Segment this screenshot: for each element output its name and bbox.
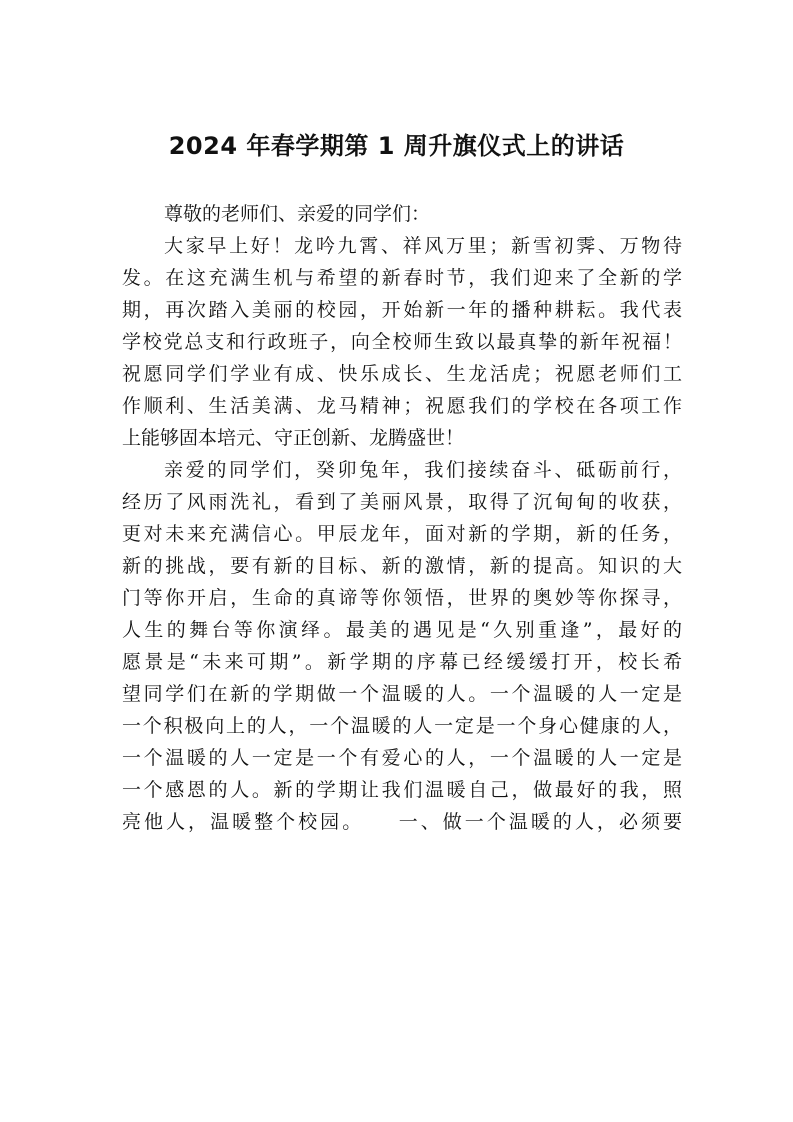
- document-title: 2024 年春学期第 1 周升旗仪式上的讲话: [168, 132, 625, 160]
- paragraph-1-line-6: 作顺利、生活美满、龙马精神；祝愿我们的学校在各项工作: [122, 395, 682, 417]
- paragraph-2-line-5: 门等你开启，生命的真谛等你领悟，世界的奥妙等你探寻，: [122, 587, 682, 609]
- paragraph-2-line-12: 亮他人，温暖整个校园。 一、做一个温暖的人，必须要: [122, 811, 682, 833]
- paragraph-2-line-7: 愿景是“未来可期”。新学期的序幕已经缓缓打开，校长希: [122, 651, 682, 673]
- paragraph-1-line-2: 发。在这充满生机与希望的新春时节，我们迎来了全新的学: [122, 267, 682, 289]
- paragraph-2-line-8: 望同学们在新的学期做一个温暖的人。一个温暖的人一定是: [122, 683, 682, 705]
- paragraph-2-line-10: 一个温暖的人一定是一个有爱心的人，一个温暖的人一定是: [122, 747, 682, 769]
- paragraph-1-line-7: 上能够固本培元、守正创新、龙腾盛世！: [122, 427, 465, 449]
- paragraph-2-line-6: 人生的舞台等你演绎。最美的遇见是“久别重逢”，最好的: [122, 619, 682, 641]
- paragraph-1-line-3: 期，再次踏入美丽的校园，开始新一年的播种耕耘。我代表: [122, 299, 682, 321]
- paragraph-2-line-1: 亲爱的同学们，癸卯兔年，我们接续奋斗、砥砺前行，: [164, 459, 682, 481]
- document-body: [122, 198, 682, 838]
- paragraph-1-line-4: 学校党总支和行政班子，向全校师生致以最真挚的新年祝福！: [122, 331, 682, 353]
- paragraph-1-line-1: 大家早上好！龙吟九霄、祥风万里；新雪初霁、万物待: [164, 235, 682, 257]
- paragraph-2-line-2: 经历了风雨洗礼，看到了美丽风景，取得了沉甸甸的收获，: [122, 491, 682, 513]
- paragraph-2-line-9: 一个积极向上的人，一个温暖的人一定是一个身心健康的人，: [122, 715, 682, 737]
- paragraph-2-line-11: 一个感恩的人。新的学期让我们温暖自己，做最好的我，照: [122, 779, 682, 801]
- paragraph-1-line-5: 祝愿同学们学业有成、快乐成长、生龙活虎；祝愿老师们工: [122, 363, 682, 385]
- salutation-line: 尊敬的老师们、亲爱的同学们：: [164, 203, 431, 225]
- paragraph-2-line-3: 更对未来充满信心。甲辰龙年，面对新的学期，新的任务，: [122, 523, 682, 545]
- paragraph-2-line-4: 新的挑战，要有新的目标、新的激情，新的提高。知识的大: [122, 555, 682, 577]
